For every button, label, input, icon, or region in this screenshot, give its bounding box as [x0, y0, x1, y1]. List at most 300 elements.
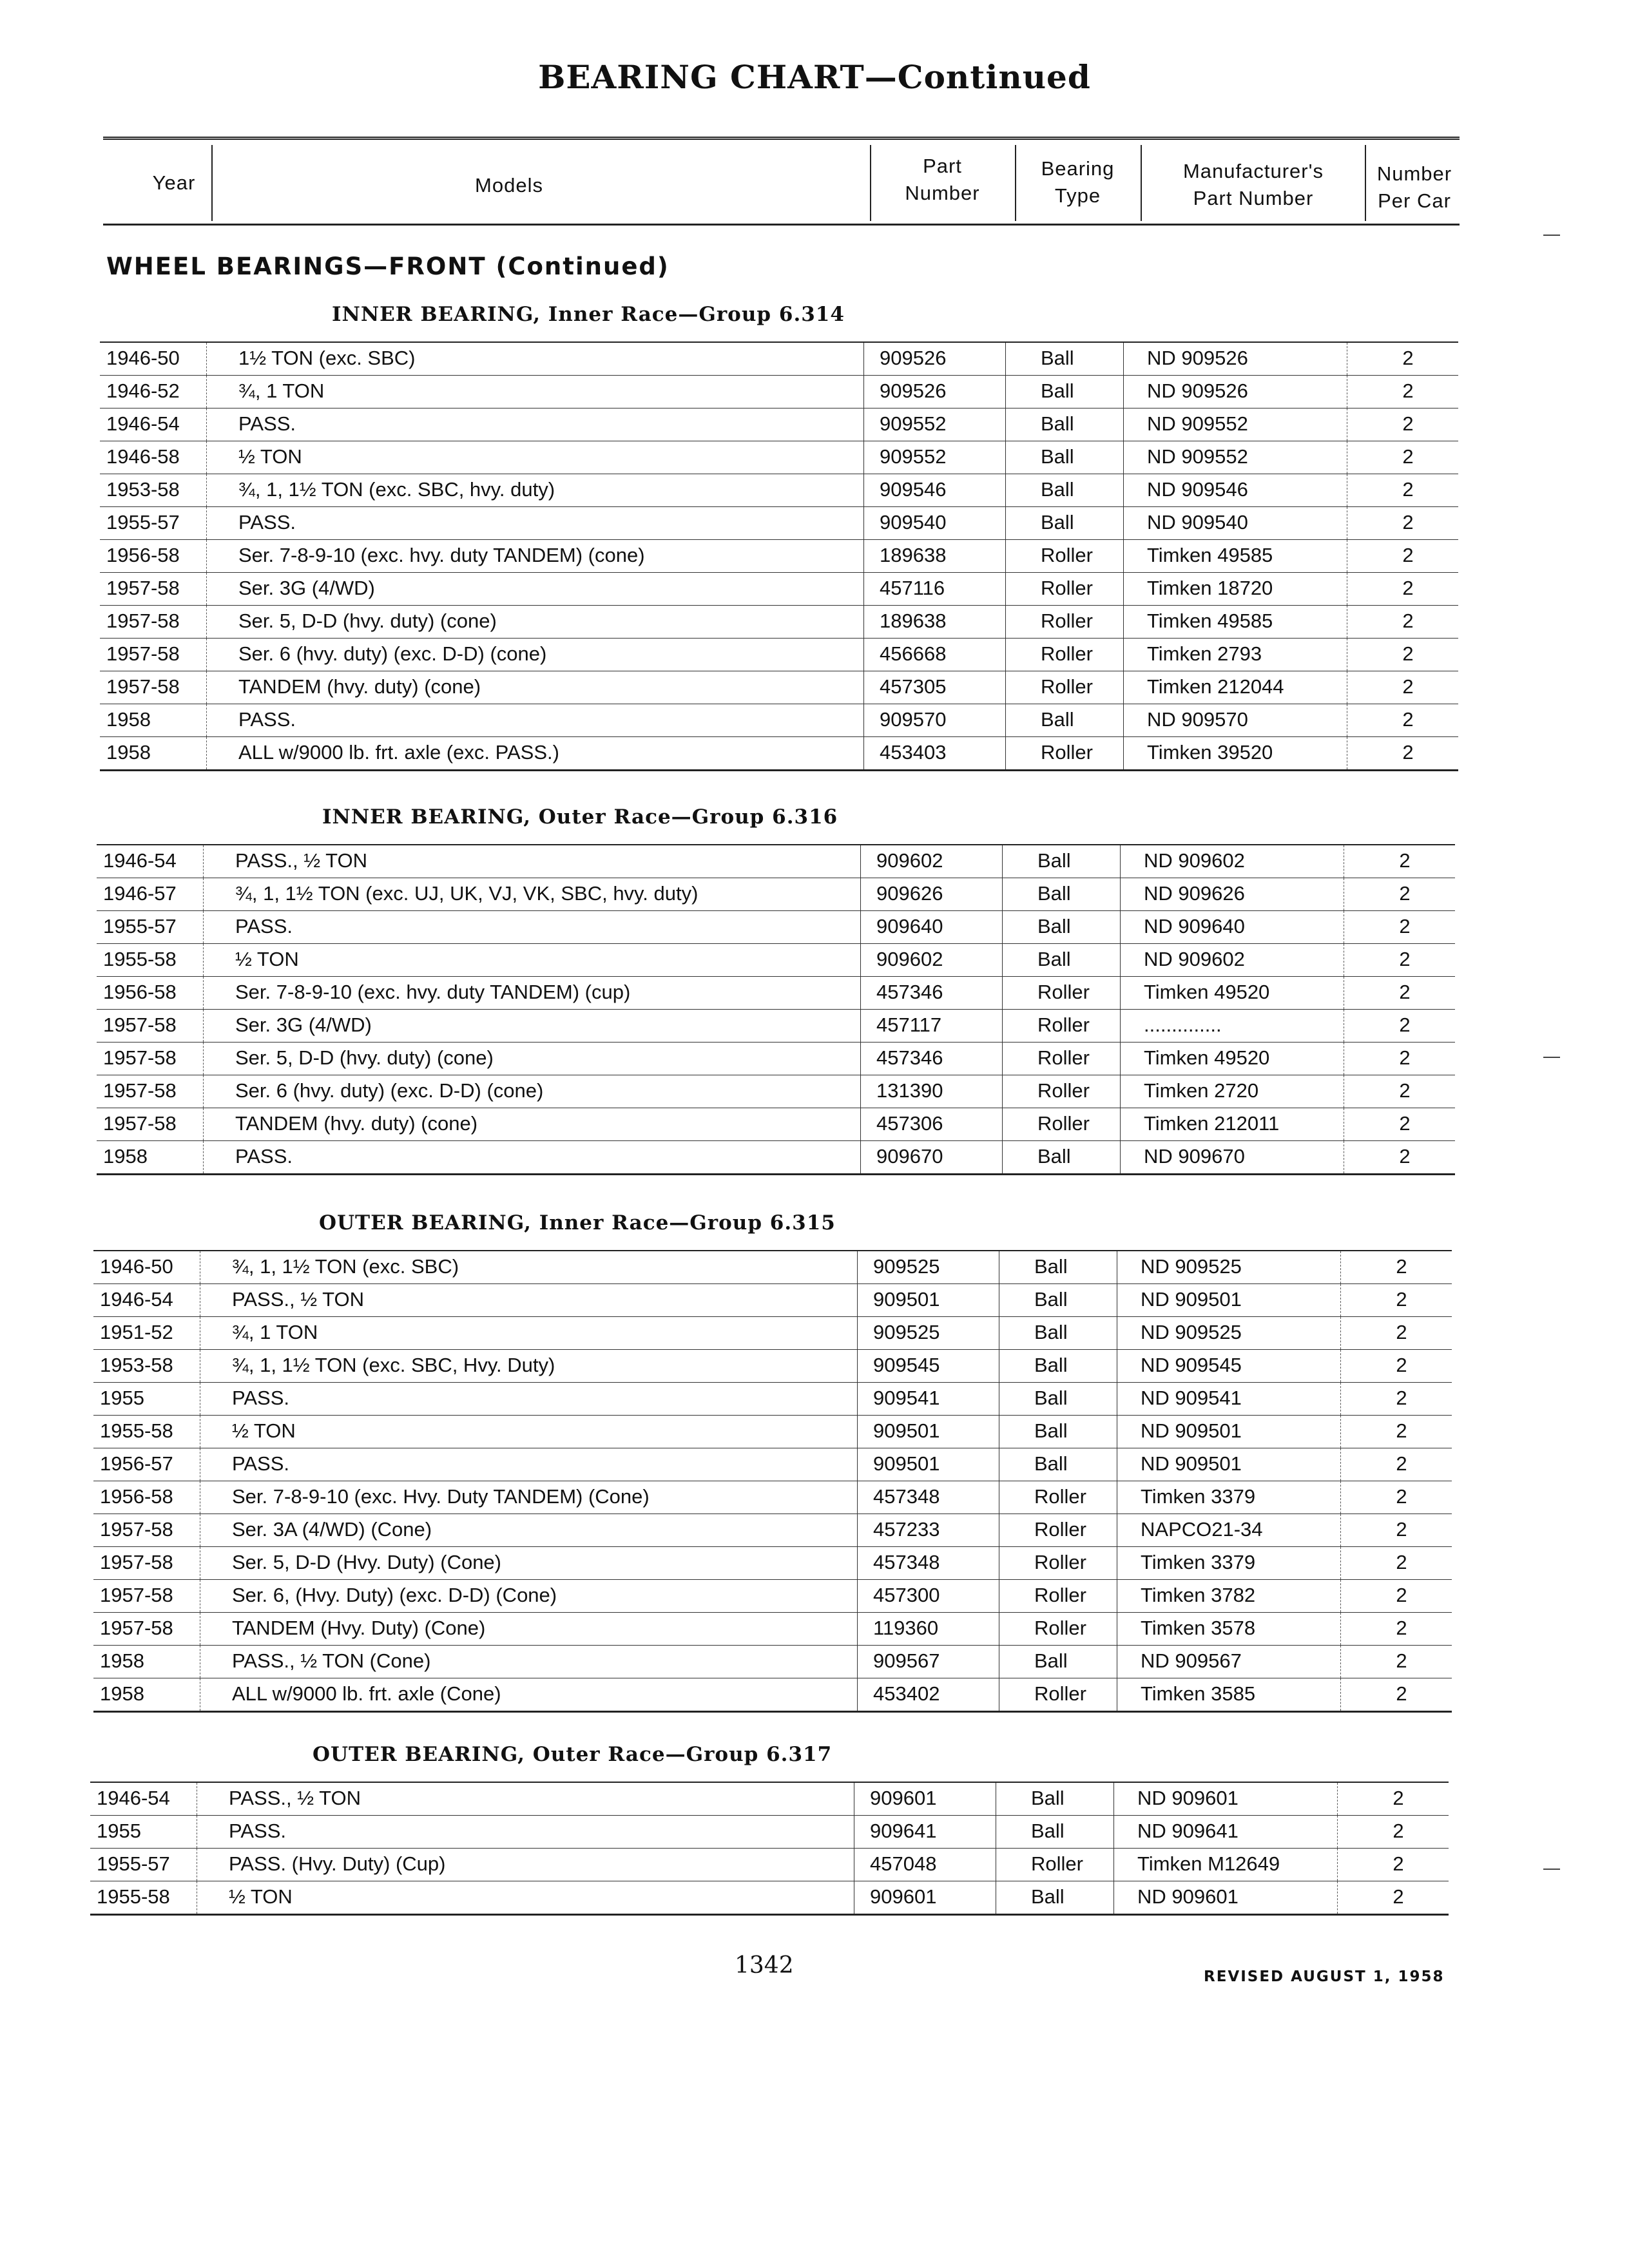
year-cell: 1956-57	[100, 1452, 173, 1475]
table-row	[97, 1010, 1455, 1043]
page-title: BEARING CHART—Continued	[538, 58, 1091, 96]
table-row	[90, 1849, 1449, 1881]
table-row	[90, 1783, 1449, 1816]
bearing-type-cell: Roller	[1041, 642, 1093, 665]
year-cell: 1946-54	[97, 1787, 170, 1809]
bearing-type-cell: Roller	[1037, 1112, 1090, 1135]
year-cell: 1946-58	[106, 445, 180, 468]
mfr-part-number-cell: ND 909670	[1144, 1145, 1245, 1168]
models-cell: Ser. 3G (4/WD)	[235, 1014, 372, 1036]
bearing-type-cell: Ball	[1031, 1885, 1065, 1908]
number-per-car-cell: 2	[1402, 347, 1414, 369]
bearing-type-cell: Roller	[1034, 1518, 1086, 1541]
mfr-part-number-cell: Timken 3379	[1141, 1551, 1256, 1573]
table-row	[93, 1547, 1452, 1580]
part-number-cell: 909540	[880, 511, 947, 533]
part-number-cell: 909525	[873, 1321, 940, 1343]
number-per-car-cell: 2	[1396, 1452, 1407, 1475]
bearing-type-cell: Ball	[1034, 1649, 1068, 1672]
number-per-car-cell: 2	[1399, 948, 1411, 970]
mfr-part-number-cell: ND 909601	[1137, 1885, 1239, 1908]
part-number-cell: 909526	[880, 347, 947, 369]
models-cell: TANDEM (Hvy. Duty) (Cone)	[232, 1617, 486, 1639]
table-row	[100, 376, 1458, 408]
number-per-car-cell: 2	[1393, 1820, 1404, 1842]
table-row	[93, 1580, 1452, 1613]
column-header-part-number-1: Part	[923, 155, 962, 177]
table-row	[90, 1816, 1449, 1849]
bearing-type-cell: Roller	[1041, 741, 1093, 764]
models-cell: PASS.	[235, 915, 293, 937]
bearing-type-cell: Ball	[1037, 915, 1071, 937]
bearing-type-cell: Roller	[1034, 1682, 1086, 1705]
number-per-car-cell: 2	[1396, 1288, 1407, 1311]
models-cell: ½ TON	[235, 948, 299, 970]
models-cell: Ser. 3A (4/WD) (Cone)	[232, 1518, 432, 1541]
part-number-cell: 909602	[876, 948, 943, 970]
part-number-cell: 456668	[880, 642, 947, 665]
number-per-car-cell: 2	[1402, 708, 1414, 731]
bearing-type-cell: Roller	[1034, 1485, 1086, 1508]
revision-date: REVISED AUGUST 1, 1958	[1204, 1968, 1445, 1985]
year-cell: 1955-58	[100, 1419, 173, 1442]
year-cell: 1956-58	[103, 981, 177, 1003]
number-per-car-cell: 2	[1402, 511, 1414, 533]
number-per-car-cell: 2	[1396, 1321, 1407, 1343]
group-heading: OUTER BEARING, Outer Race—Group 6.317	[313, 1743, 833, 1766]
mfr-part-number-cell: ND 909501	[1141, 1419, 1242, 1442]
year-cell: 1958	[106, 741, 151, 764]
part-number-cell: 909526	[880, 380, 947, 402]
table-row	[100, 441, 1458, 474]
table-row	[93, 1481, 1452, 1514]
number-per-car-cell: 2	[1402, 610, 1414, 632]
models-cell: PASS.	[229, 1820, 287, 1842]
models-cell: PASS.	[232, 1387, 290, 1409]
models-cell: Ser. 6 (hvy. duty) (exc. D-D) (cone)	[235, 1079, 544, 1102]
bearing-type-cell: Roller	[1037, 1079, 1090, 1102]
number-per-car-cell: 2	[1393, 1885, 1404, 1908]
group-heading: INNER BEARING, Outer Race—Group 6.316	[322, 805, 838, 829]
mfr-part-number-cell: Timken 3379	[1141, 1485, 1256, 1508]
mfr-part-number-cell: ..............	[1144, 1014, 1222, 1036]
table-row	[100, 474, 1458, 507]
part-number-cell: 457305	[880, 675, 947, 698]
mfr-part-number-cell: ND 909501	[1141, 1452, 1242, 1475]
table-row	[100, 408, 1458, 441]
number-per-car-cell: 2	[1402, 478, 1414, 501]
mfr-part-number-cell: Timken 39520	[1147, 741, 1273, 764]
bearing-type-cell: Ball	[1037, 1145, 1071, 1168]
table-row	[93, 1251, 1452, 1284]
mfr-part-number-cell: ND 909546	[1147, 478, 1248, 501]
bearing-type-cell: Ball	[1037, 882, 1071, 905]
bearing-type-cell: Ball	[1041, 708, 1074, 731]
models-cell: Ser. 7-8-9-10 (exc. hvy. duty TANDEM) (cone)	[238, 544, 645, 566]
year-cell: 1957-58	[106, 642, 180, 665]
models-cell: ¾, 1, 1½ TON (exc. SBC, hvy. duty)	[238, 478, 555, 501]
models-cell: ½ TON	[229, 1885, 293, 1908]
year-cell: 1958	[100, 1682, 144, 1705]
year-cell: 1957-58	[100, 1617, 173, 1639]
table-row	[93, 1448, 1452, 1481]
table-row	[93, 1350, 1452, 1383]
mfr-part-number-cell: Timken 49585	[1147, 610, 1273, 632]
year-cell: 1957-58	[103, 1014, 177, 1036]
table-row	[100, 343, 1458, 376]
models-cell: Ser. 6, (Hvy. Duty) (exc. D-D) (Cone)	[232, 1584, 557, 1606]
number-per-car-cell: 2	[1399, 849, 1411, 872]
mfr-part-number-cell: ND 909545	[1141, 1354, 1242, 1376]
bearing-type-cell: Roller	[1037, 1046, 1090, 1069]
part-number-cell: 457346	[876, 981, 943, 1003]
number-per-car-cell: 2	[1396, 1617, 1407, 1639]
models-cell: Ser. 5, D-D (Hvy. Duty) (Cone)	[232, 1551, 502, 1573]
bearing-type-cell: Ball	[1034, 1387, 1068, 1409]
bearing-type-cell: Ball	[1041, 445, 1074, 468]
models-cell: ½ TON	[238, 445, 302, 468]
part-number-cell: 909670	[876, 1145, 943, 1168]
mfr-part-number-cell: ND 909567	[1141, 1649, 1242, 1672]
year-cell: 1955	[100, 1387, 144, 1409]
part-number-cell: 909641	[870, 1820, 937, 1842]
part-number-cell: 457233	[873, 1518, 940, 1541]
table-row	[97, 1075, 1455, 1108]
year-cell: 1956-58	[100, 1485, 173, 1508]
table-row	[100, 704, 1458, 737]
section-title: WHEEL BEARINGS—FRONT (Continued)	[106, 253, 670, 280]
bearing-type-cell: Ball	[1041, 347, 1074, 369]
page-number: 1342	[735, 1952, 794, 1979]
table-row	[100, 606, 1458, 639]
number-per-car-cell: 2	[1399, 1079, 1411, 1102]
number-per-car-cell: 2	[1402, 445, 1414, 468]
part-number-cell: 457117	[876, 1014, 942, 1036]
mfr-part-number-cell: Timken 18720	[1147, 577, 1273, 599]
table-row	[97, 977, 1455, 1010]
table-row	[100, 540, 1458, 573]
year-cell: 1946-54	[106, 412, 180, 435]
mfr-part-number-cell: ND 909626	[1144, 882, 1245, 905]
part-number-cell: 909626	[876, 882, 943, 905]
year-cell: 1946-54	[100, 1288, 173, 1311]
bearing-type-cell: Roller	[1034, 1551, 1086, 1573]
bearing-type-cell: Ball	[1034, 1321, 1068, 1343]
models-cell: ¾, 1, 1½ TON (exc. SBC, Hvy. Duty)	[232, 1354, 555, 1376]
models-cell: PASS., ½ TON	[235, 849, 368, 872]
bearing-type-cell: Ball	[1031, 1820, 1065, 1842]
column-header-bearing-type-1: Bearing	[1041, 157, 1115, 180]
models-cell: PASS., ½ TON	[229, 1787, 361, 1809]
bearing-type-cell: Ball	[1034, 1288, 1068, 1311]
mfr-part-number-cell: ND 909552	[1147, 445, 1248, 468]
models-cell: PASS. (Hvy. Duty) (Cup)	[229, 1852, 446, 1875]
group-heading: OUTER BEARING, Inner Race—Group 6.315	[319, 1211, 836, 1235]
models-cell: PASS.	[235, 1145, 293, 1168]
models-cell: PASS.	[238, 511, 296, 533]
year-cell: 1957-58	[100, 1518, 173, 1541]
models-cell: ¾, 1 TON	[232, 1321, 318, 1343]
year-cell: 1957-58	[103, 1079, 177, 1102]
number-per-car-cell: 2	[1396, 1682, 1407, 1705]
year-cell: 1955-57	[103, 915, 177, 937]
year-cell: 1958	[100, 1649, 144, 1672]
part-number-cell: 457300	[873, 1584, 940, 1606]
number-per-car-cell: 2	[1399, 882, 1411, 905]
number-per-car-cell: 2	[1402, 642, 1414, 665]
part-number-cell: 189638	[880, 610, 947, 632]
models-cell: ¾, 1, 1½ TON (exc. UJ, UK, VJ, VK, SBC, hvy. duty)	[235, 882, 699, 905]
mfr-part-number-cell: Timken 2793	[1147, 642, 1262, 665]
year-cell: 1946-50	[106, 347, 180, 369]
models-cell: ¾, 1, 1½ TON (exc. SBC)	[232, 1255, 459, 1278]
models-cell: ¾, 1 TON	[238, 380, 325, 402]
bearing-table	[90, 1782, 1449, 1916]
mfr-part-number-cell: ND 909501	[1141, 1288, 1242, 1311]
table-row	[97, 1108, 1455, 1141]
bearing-type-cell: Ball	[1037, 948, 1071, 970]
mfr-part-number-cell: Timken 212044	[1147, 675, 1284, 698]
part-number-cell: 457306	[876, 1112, 943, 1135]
bearing-type-cell: Ball	[1034, 1452, 1068, 1475]
part-number-cell: 909501	[873, 1288, 940, 1311]
table-row	[93, 1613, 1452, 1646]
year-cell: 1957-58	[106, 675, 180, 698]
models-cell: Ser. 3G (4/WD)	[238, 577, 375, 599]
table-row	[100, 507, 1458, 540]
mfr-part-number-cell: ND 909570	[1147, 708, 1248, 731]
mfr-part-number-cell: ND 909526	[1147, 380, 1248, 402]
bearing-type-cell: Roller	[1037, 981, 1090, 1003]
column-header-mfr-part-2: Part Number	[1193, 187, 1314, 209]
table-row	[100, 573, 1458, 606]
bearing-type-cell: Roller	[1037, 1014, 1090, 1036]
number-per-car-cell: 2	[1399, 915, 1411, 937]
table-row	[93, 1284, 1452, 1317]
year-cell: 1955-57	[97, 1852, 170, 1875]
models-cell: ½ TON	[232, 1419, 296, 1442]
mfr-part-number-cell: Timken 49520	[1144, 981, 1270, 1003]
mfr-part-number-cell: Timken 49520	[1144, 1046, 1270, 1069]
mfr-part-number-cell: ND 909541	[1141, 1387, 1242, 1409]
bearing-type-cell: Ball	[1031, 1787, 1065, 1809]
number-per-car-cell: 2	[1396, 1485, 1407, 1508]
table-row	[100, 737, 1458, 769]
models-cell: 1½ TON (exc. SBC)	[238, 347, 416, 369]
bearing-type-cell: Roller	[1031, 1852, 1083, 1875]
number-per-car-cell: 2	[1402, 577, 1414, 599]
year-cell: 1955-57	[106, 511, 180, 533]
models-cell: Ser. 5, D-D (hvy. duty) (cone)	[238, 610, 497, 632]
mfr-part-number-cell: ND 909640	[1144, 915, 1245, 937]
models-cell: PASS.	[238, 412, 296, 435]
number-per-car-cell: 2	[1399, 1014, 1411, 1036]
part-number-cell: 457348	[873, 1551, 940, 1573]
year-cell: 1955-58	[97, 1885, 170, 1908]
year-cell: 1946-52	[106, 380, 180, 402]
part-number-cell: 909525	[873, 1255, 940, 1278]
bearing-type-cell: Ball	[1041, 511, 1074, 533]
year-cell: 1946-50	[100, 1255, 173, 1278]
table-row	[93, 1514, 1452, 1547]
models-cell: Ser. 6 (hvy. duty) (exc. D-D) (cone)	[238, 642, 547, 665]
mfr-part-number-cell: ND 909641	[1137, 1820, 1239, 1842]
number-per-car-cell: 2	[1402, 544, 1414, 566]
mfr-part-number-cell: Timken 3578	[1141, 1617, 1256, 1639]
part-number-cell: 909501	[873, 1419, 940, 1442]
bearing-type-cell: Roller	[1041, 675, 1093, 698]
models-cell: PASS., ½ TON	[232, 1288, 365, 1311]
models-cell: Ser. 5, D-D (hvy. duty) (cone)	[235, 1046, 494, 1069]
part-number-cell: 909545	[873, 1354, 940, 1376]
bearing-type-cell: Roller	[1034, 1617, 1086, 1639]
mfr-part-number-cell: Timken 212011	[1144, 1112, 1280, 1135]
part-number-cell: 909640	[876, 915, 943, 937]
bearing-type-cell: Ball	[1041, 380, 1074, 402]
year-cell: 1955	[97, 1820, 141, 1842]
year-cell: 1957-58	[106, 610, 180, 632]
column-header-models: Models	[475, 174, 543, 197]
part-number-cell: 457048	[870, 1852, 937, 1875]
mfr-part-number-cell: NAPCO21-34	[1141, 1518, 1263, 1541]
year-cell: 1957-58	[103, 1112, 177, 1135]
part-number-cell: 119360	[873, 1617, 939, 1639]
column-header-number-per-car-1: Number	[1376, 162, 1452, 185]
bearing-type-cell: Roller	[1041, 610, 1093, 632]
number-per-car-cell: 2	[1399, 1145, 1411, 1168]
year-cell: 1957-58	[103, 1046, 177, 1069]
mfr-part-number-cell: ND 909552	[1147, 412, 1248, 435]
year-cell: 1946-54	[103, 849, 177, 872]
mfr-part-number-cell: Timken 2720	[1144, 1079, 1259, 1102]
table-row	[97, 1141, 1455, 1173]
table-row	[93, 1646, 1452, 1678]
models-cell: Ser. 7-8-9-10 (exc. hvy. duty TANDEM) (cup)	[235, 981, 631, 1003]
part-number-cell: 909501	[873, 1452, 940, 1475]
year-cell: 1958	[103, 1145, 148, 1168]
models-cell: Ser. 7-8-9-10 (exc. Hvy. Duty TANDEM) (Cone)	[232, 1485, 650, 1508]
mfr-part-number-cell: ND 909525	[1141, 1255, 1242, 1278]
mfr-part-number-cell: ND 909602	[1144, 849, 1245, 872]
mfr-part-number-cell: Timken M12649	[1137, 1852, 1280, 1875]
table-row	[93, 1383, 1452, 1416]
bearing-type-cell: Ball	[1037, 849, 1071, 872]
mfr-part-number-cell: Timken 3585	[1141, 1682, 1256, 1705]
bearing-table	[97, 844, 1455, 1175]
number-per-car-cell: 2	[1399, 1046, 1411, 1069]
part-number-cell: 457116	[880, 577, 945, 599]
table-row	[100, 639, 1458, 671]
part-number-cell: 909552	[880, 445, 947, 468]
number-per-car-cell: 2	[1396, 1551, 1407, 1573]
column-header-bearing-type-2: Type	[1054, 184, 1101, 207]
part-number-cell: 909601	[870, 1885, 937, 1908]
mfr-part-number-cell: ND 909540	[1147, 511, 1248, 533]
table-row	[90, 1881, 1449, 1914]
mfr-part-number-cell: Timken 3782	[1141, 1584, 1256, 1606]
table-row	[97, 911, 1455, 944]
number-per-car-cell: 2	[1402, 741, 1414, 764]
year-cell: 1956-58	[106, 544, 180, 566]
models-cell: ALL w/9000 lb. frt. axle (exc. PASS.)	[238, 741, 559, 764]
models-cell: PASS.	[232, 1452, 290, 1475]
year-cell: 1946-57	[103, 882, 177, 905]
number-per-car-cell: 2	[1402, 412, 1414, 435]
part-number-cell: 909546	[880, 478, 947, 501]
table-row	[97, 1043, 1455, 1075]
part-number-cell: 909601	[870, 1787, 937, 1809]
table-row	[93, 1317, 1452, 1350]
column-header-mfr-part-1: Manufacturer's	[1182, 160, 1324, 182]
part-number-cell: 453403	[880, 741, 947, 764]
mfr-part-number-cell: ND 909602	[1144, 948, 1245, 970]
part-number-cell: 189638	[880, 544, 947, 566]
bearing-type-cell: Ball	[1041, 478, 1074, 501]
year-cell: 1957-58	[100, 1551, 173, 1573]
bearing-table	[100, 341, 1458, 771]
models-cell: PASS., ½ TON (Cone)	[232, 1649, 431, 1672]
year-cell: 1951-52	[100, 1321, 173, 1343]
group-heading: INNER BEARING, Inner Race—Group 6.314	[332, 303, 845, 326]
year-cell: 1953-58	[106, 478, 180, 501]
part-number-cell: 909552	[880, 412, 947, 435]
part-number-cell: 909541	[873, 1387, 940, 1409]
number-per-car-cell: 2	[1396, 1255, 1407, 1278]
part-number-cell: 909567	[873, 1649, 940, 1672]
table-row	[97, 944, 1455, 977]
table-row	[93, 1416, 1452, 1448]
models-cell: PASS.	[238, 708, 296, 731]
year-cell: 1953-58	[100, 1354, 173, 1376]
bearing-type-cell: Ball	[1041, 412, 1074, 435]
mfr-part-number-cell: ND 909525	[1141, 1321, 1242, 1343]
bearing-type-cell: Roller	[1034, 1584, 1086, 1606]
year-cell: 1955-58	[103, 948, 177, 970]
mfr-part-number-cell: ND 909601	[1137, 1787, 1239, 1809]
number-per-car-cell: 2	[1396, 1649, 1407, 1672]
table-row	[97, 845, 1455, 878]
mfr-part-number-cell: ND 909526	[1147, 347, 1248, 369]
number-per-car-cell: 2	[1399, 981, 1411, 1003]
bearing-table	[93, 1250, 1452, 1713]
table-row	[97, 878, 1455, 911]
part-number-cell: 131390	[876, 1079, 943, 1102]
number-per-car-cell: 2	[1396, 1419, 1407, 1442]
bearing-type-cell: Ball	[1034, 1419, 1068, 1442]
year-cell: 1958	[106, 708, 151, 731]
year-cell: 1957-58	[100, 1584, 173, 1606]
number-per-car-cell: 2	[1393, 1852, 1404, 1875]
mfr-part-number-cell: Timken 49585	[1147, 544, 1273, 566]
models-cell: TANDEM (hvy. duty) (cone)	[238, 675, 481, 698]
number-per-car-cell: 2	[1402, 380, 1414, 402]
number-per-car-cell: 2	[1396, 1584, 1407, 1606]
number-per-car-cell: 2	[1402, 675, 1414, 698]
column-header-row	[103, 137, 1460, 226]
number-per-car-cell: 2	[1393, 1787, 1404, 1809]
column-header-part-number-2: Number	[905, 182, 980, 204]
table-row	[100, 671, 1458, 704]
number-per-car-cell: 2	[1396, 1387, 1407, 1409]
part-number-cell: 453402	[873, 1682, 940, 1705]
models-cell: TANDEM (hvy. duty) (cone)	[235, 1112, 478, 1135]
part-number-cell: 909570	[880, 708, 947, 731]
column-header-number-per-car-2: Per Car	[1378, 189, 1451, 212]
year-cell: 1957-58	[106, 577, 180, 599]
models-cell: ALL w/9000 lb. frt. axle (Cone)	[232, 1682, 501, 1705]
part-number-cell: 457346	[876, 1046, 943, 1069]
bearing-type-cell: Ball	[1034, 1354, 1068, 1376]
